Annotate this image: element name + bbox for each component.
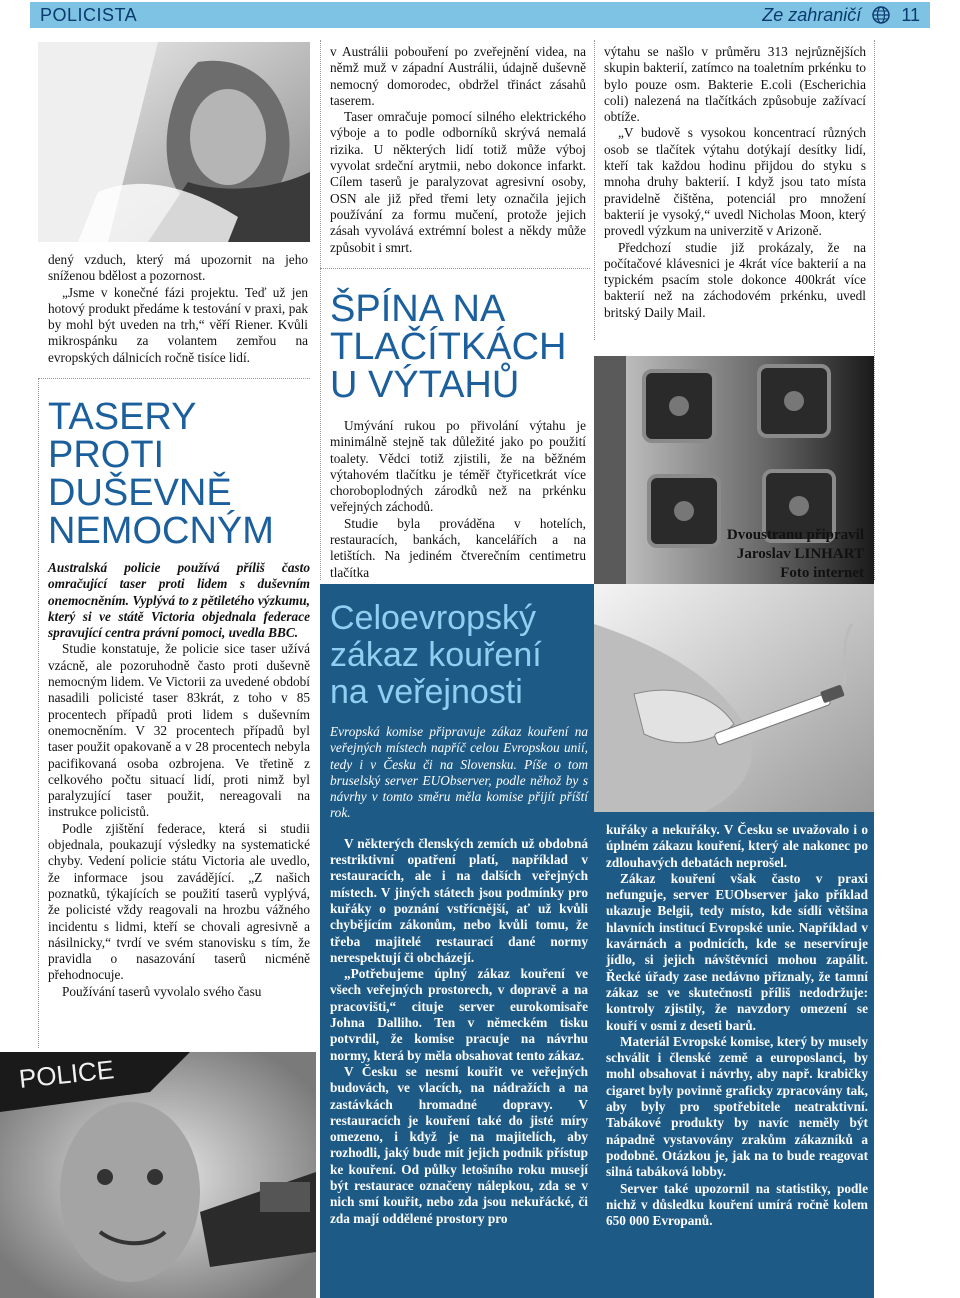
paragraph: Studie byla prováděna v hotelích, restauracích, bankách, kancelářích a na letištích. Na jediném čtverečním centimetru tlačítka [330,515,586,580]
elevator-headline [330,290,592,404]
headline-line: DUŠEVNĚ [48,472,232,514]
paragraph: „Jsme v konečné fázi projektu. Teď už jen hotový produkt předáme k testování v praxi, pak by mohl být uveden na trh,“ věří Riener. Kvůli mikrospánku za volantem zemřou na evropských dálnicích ročně tisíce lidí. [48,284,308,365]
paragraph: výtahu se našlo v průměru 313 nejrůznějších skupin bakterií, zatímco na toaletním prkénku to bylo pouze osm. Bakterie E.coli (Escherichia coli) nalezená na tlačítkách způsobuje zažívací obtíže. [604,44,866,125]
elevator-body [330,418,586,581]
svg-text:POLICE: POLICE [17,1054,116,1094]
paragraph: V Česku se nesmí kouřit ve veřejných budovách, ve vlacích, na nádražích a na zastávkách hromadné dopravy. V restauracích je kouření také do jisté míry omezeno, i když je na majitelích, aby rozhodli, jaký bude mít jejich podnik přístup ke kouření. Od půlky letošního roku musejí být restaurace označeny nálepkou, zda se v nich smí kouřit, nebo zda jsou nekuřácké, či zda mají oddělené prostory pro [330,1063,588,1226]
credit-line: Jaroslav LINHART [736,546,864,562]
column1-top-text [48,252,308,366]
headline-line: ŠPÍNA NA [330,288,506,330]
headline-line: TASERY [48,396,197,438]
divider [38,378,310,379]
divider [594,40,595,340]
paragraph: Používání taserů vyvolalo svého času [62,983,262,999]
paragraph: Taser omračuje pomocí silného elektrického výboje a to podle odborníků skrývá nemalá rizika. U některých lidí totiž může výboj vyvolat srdeční arytmii, nebo dokonce infarkt. Cílem taserů je paralyzovat agresivní osoby, OSN ale již před třemi lety označila jejich používání za formu mučení, protože jejich zásah vyvolává extrémní bolest a někdy může způsobit i smrt. [330,109,586,255]
divider [320,40,321,580]
headline-line: na veřejnosti [330,673,523,711]
divider [38,378,39,1048]
smoking-continued [606,822,868,1229]
headline-line: Celoevropský [330,599,536,637]
section-title: POLICISTA [40,4,138,25]
divider [320,268,590,269]
paragraph: dený vzduch, který má upozornit na jeho sníženou bdělost a pozornost. [48,252,308,284]
paragraph: Umývání rukou po přivolání výtahu je minimálně stejně tak důležité jako po použití toalety. Vědci totiž zjistili, že na běžném výtahovém tlačítku je téměř čtyřicetkrát více choroboplodných zárodků než na prkénku veřejných záchodů. [330,418,586,515]
headline-line: zákaz kouření [330,636,542,674]
headline-line: TLAČÍTKÁCH [330,326,567,368]
credit-line: Dvoustranu připravil [726,527,864,543]
divider [874,40,875,580]
tasers-headline [48,398,310,550]
paragraph: Server také upozornil na statistiky, podle nichž v důsledku kouření umírá ročně kolem 650 000 Evropanů. [606,1180,868,1229]
elevator-continued [604,44,866,321]
paragraph: „Potřebujeme úplný zákaz kouření ve všech veřejných prostorech, v dopravě a na pracovišti,“ cituje server eurokomisaře Johna Dalliho. Ten v německém tisku potvrdil, že komise pracuje na návrhu normy, která by měla obsahovat tento zákaz. [330,966,588,1063]
paragraph: Zákaz kouření však často v praxi nefunguje, server EUObserver jako příklad ukazuje Belgii, tedy místo, kde sídlí většina hlavních institucí Evropské unie. Například v kavárnách a podnicích, kde se neservíruje jídlo, si jejich návštěvníci mohou zapálit. Řecké úřady zase nedávno přiznaly, že tamní zákaz se ve skutečnosti příliš nedodržuje: kontroly zjistily, že navzdory omezení se kouří v osmi z deseti barů. [606,870,868,1033]
smoking-body [330,724,588,1227]
credit-line: Foto internet [780,565,864,581]
paragraph: kuřáky a nekuřáky. V Česku se uvažovalo i o úplném zákazu kouření, který ale nakonec po zdlouhavých debatách neprošel. [606,822,868,870]
paragraph: Studie konstatuje, že policie sice taser užívá vzácně, ale pozoruhodně často proti duševně nemocným lidem. Ve Victorii za uvedené období nasadili policisté taser 83krát, z toho v 85 procentech případů proti lidem s duševním onemocněním. V 32 procentech případů byl taser použit opakovaně a v 28 procentech nebyla pacifikovaná osoba ozbrojena. Ve třetině z celkového počtu situací lidí, proti nimž byl paralyzující taser použit, nereagovali na instrukce policistů. [48,641,310,820]
page-number: 11 [901,4,920,25]
police-officer-photo [0,1052,316,1298]
paragraph: v Austrálii pobouření po zveřejnění videa, na němž muž v západní Austrálii, údajně duševně nemocný domorodec, obdržel třináct zásahů taserem. [330,44,586,108]
article-lead: Australská policie používá příliš často omračující taser proti lidem s duševním onemocněním. Vyplývá to z pětiletého výzkumu, který si ve státě Victoria objednala federace spravující centra právní pomoci, uvedla BBC. [48,560,310,641]
tasers-body [48,560,310,1000]
paragraph: V některých členských zemích už obdobná restriktivní opatření platí, například v restauracích, ale i na dalších veřejných místech. V jiných státech jsou podmínky pro kuřáky o poznání vstřícnější, ať už kvůli chybějícím zákonům, nebo kvůli tomu, že třeba majitelé restaurací dané normy nerespektují či obcházejí. [330,835,588,965]
headline-line: PROTI [48,434,165,476]
paragraph: „V budově s vysokou koncentrací různých osob se tlačítek výtahu dotýkají desítky lidí, kteří tak každou hodinu přijdou do styku s mnoha druhy bakterií. I když jsou tato místa pravidelně čištěna, potenciál pro množení bakterií je vysoký,“ uvedl Nicholas Moon, který provedl výzkum na univerzitě v Arizoně. [604,125,866,239]
category-label: Ze zahraničí [762,4,862,25]
paragraph: Podle zjištění federace, která si studii objednala, poukazují výsledky na systematické chyby. Vedení policie státu Victoria ale uvedlo, že informace jsou zavádějící. „Z našich poznatků, týkajících se použití taserů vyplývá, že policisté vždy reagovali na hrozbu vážného incidentu s lidmi, kteří se chovali agresivně a násilnicky,“ tvrdí ve svém stanovisku s tím, že pravidla o nasazování taserů nicméně přehodnocuje. [48,820,310,983]
column2-top-text [330,44,586,256]
paragraph: Předchozí studie již prokázaly, že na počítačové klávesnici je 4krát více bakterií a na typickém psacím stole dokonce 400krát více bakterií než na záchodovém prkénku, uvedl britský Daily Mail. [604,239,866,320]
paragraph: Materiál Evropské komise, který by musely schválit i členské země a europoslanci, by mohl obsahovat i návrhy, aby např. krabičky cigaret byly povinně graficky zpracovány tak, aby byly pro spotřebitele neatraktivní. Tabákové produkty by navíc neměly být nápadně vystavovány zrakům zákazníků a podobně. Otázkou je, jak na to bude reagovat silná tabáková lobby. [606,1033,868,1180]
article-lead: Evropská komise připravuje zákaz kouření na veřejných místech napříč celou Evropskou unií, tedy i v Česku či na Slovensku. Píše o tom bruselský server EUObserver, podle něhož by s návrhy v tomto směru měla komise přijít příští rok. [330,724,588,821]
page-header [30,2,930,28]
globe-icon [871,5,891,25]
credit-block [690,526,864,583]
header-right [762,5,930,26]
headline-line: NEMOCNÝM [48,510,274,552]
sleeping-driver-photo [38,42,310,242]
headline-line: U VÝTAHŮ [330,364,520,406]
cigarette-hand-photo [594,584,874,812]
smoking-headline [330,600,592,711]
